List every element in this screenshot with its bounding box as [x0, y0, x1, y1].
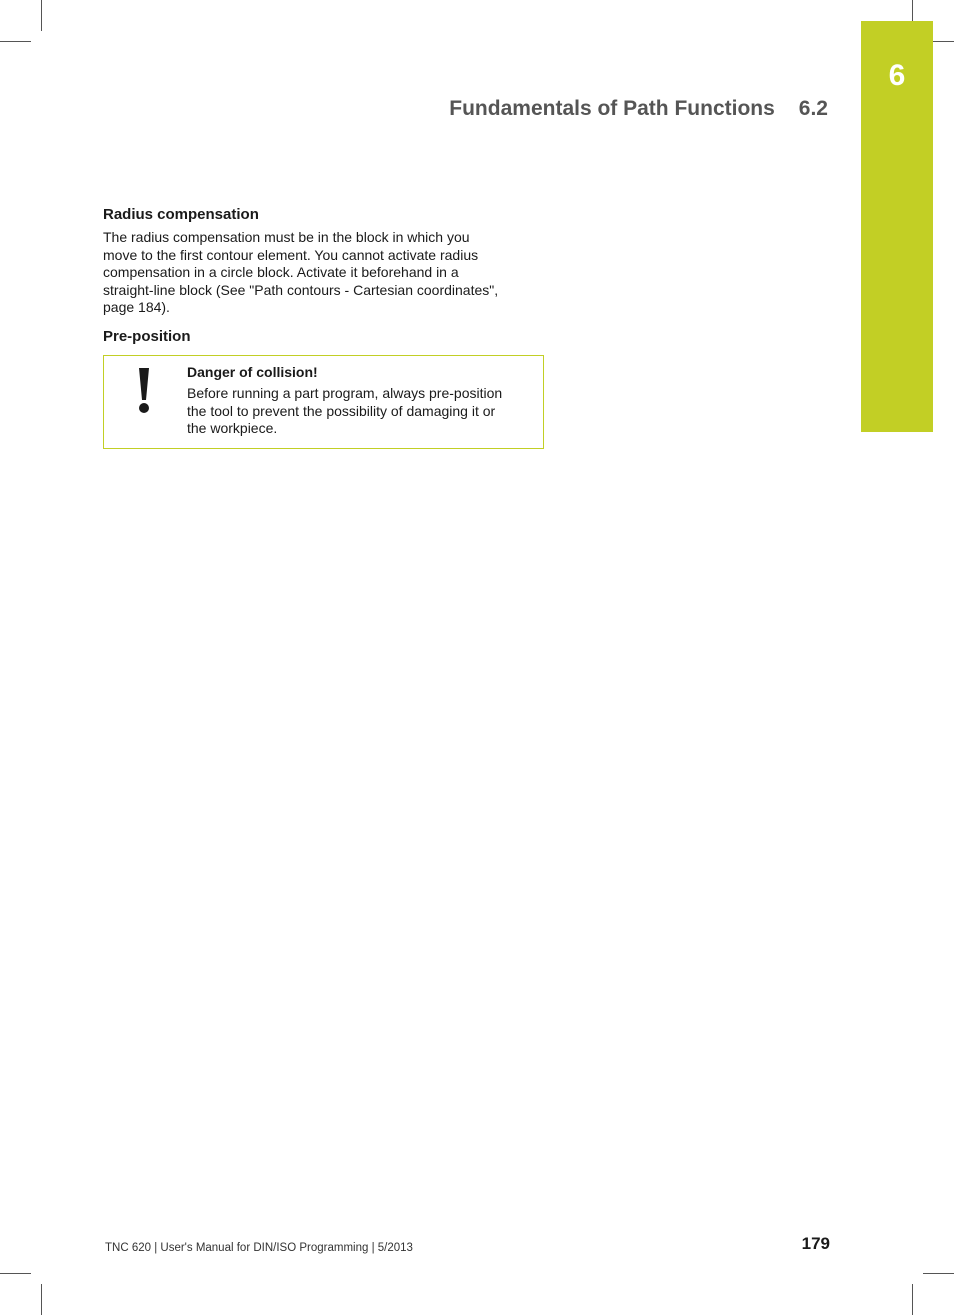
- body-line: Before running a part program, always pre-position: [187, 384, 503, 401]
- crop-mark: [0, 1273, 31, 1274]
- chapter-tab: [861, 21, 933, 432]
- warning-text: [187, 363, 532, 438]
- body-line: The radius compensation must be in the block in which you: [103, 229, 470, 245]
- running-header: [449, 97, 828, 121]
- crop-mark: [912, 1284, 913, 1315]
- body-line: the tool to prevent the possibility of damaging it or: [187, 402, 496, 419]
- chapter-number: 6: [888, 59, 906, 92]
- crop-mark: [41, 0, 42, 31]
- crop-mark: [41, 1284, 42, 1315]
- body-line: page 184).: [103, 299, 170, 316]
- body-line: the workpiece.: [187, 420, 278, 437]
- warning-body: [187, 385, 532, 438]
- crop-mark: [923, 1273, 954, 1274]
- header-title: Fundamentals of Path Functions: [449, 97, 775, 120]
- body-line: compensation in a circle block. Activate it beforehand in a: [103, 264, 459, 281]
- body-line: straight-line block (See "Path contours - Cartesian coordinates",: [103, 281, 499, 298]
- body-line: move to the first contour element. You cannot activate radius: [103, 246, 479, 263]
- warning-box: [103, 355, 544, 449]
- warning-title: Danger of collision!: [187, 363, 318, 380]
- exclamation-icon: [137, 368, 151, 414]
- crop-mark: [0, 41, 31, 42]
- header-section: 6.2: [798, 97, 828, 120]
- pre-position-heading: Pre-position: [103, 327, 191, 345]
- main-content: [103, 205, 543, 449]
- radius-compensation-body: [103, 229, 543, 317]
- footer-text: TNC 620 | User's Manual for DIN/ISO Programming | 5/2013: [105, 1242, 413, 1254]
- radius-compensation-heading: Radius compensation: [103, 206, 259, 223]
- page-number: 179: [801, 1234, 830, 1253]
